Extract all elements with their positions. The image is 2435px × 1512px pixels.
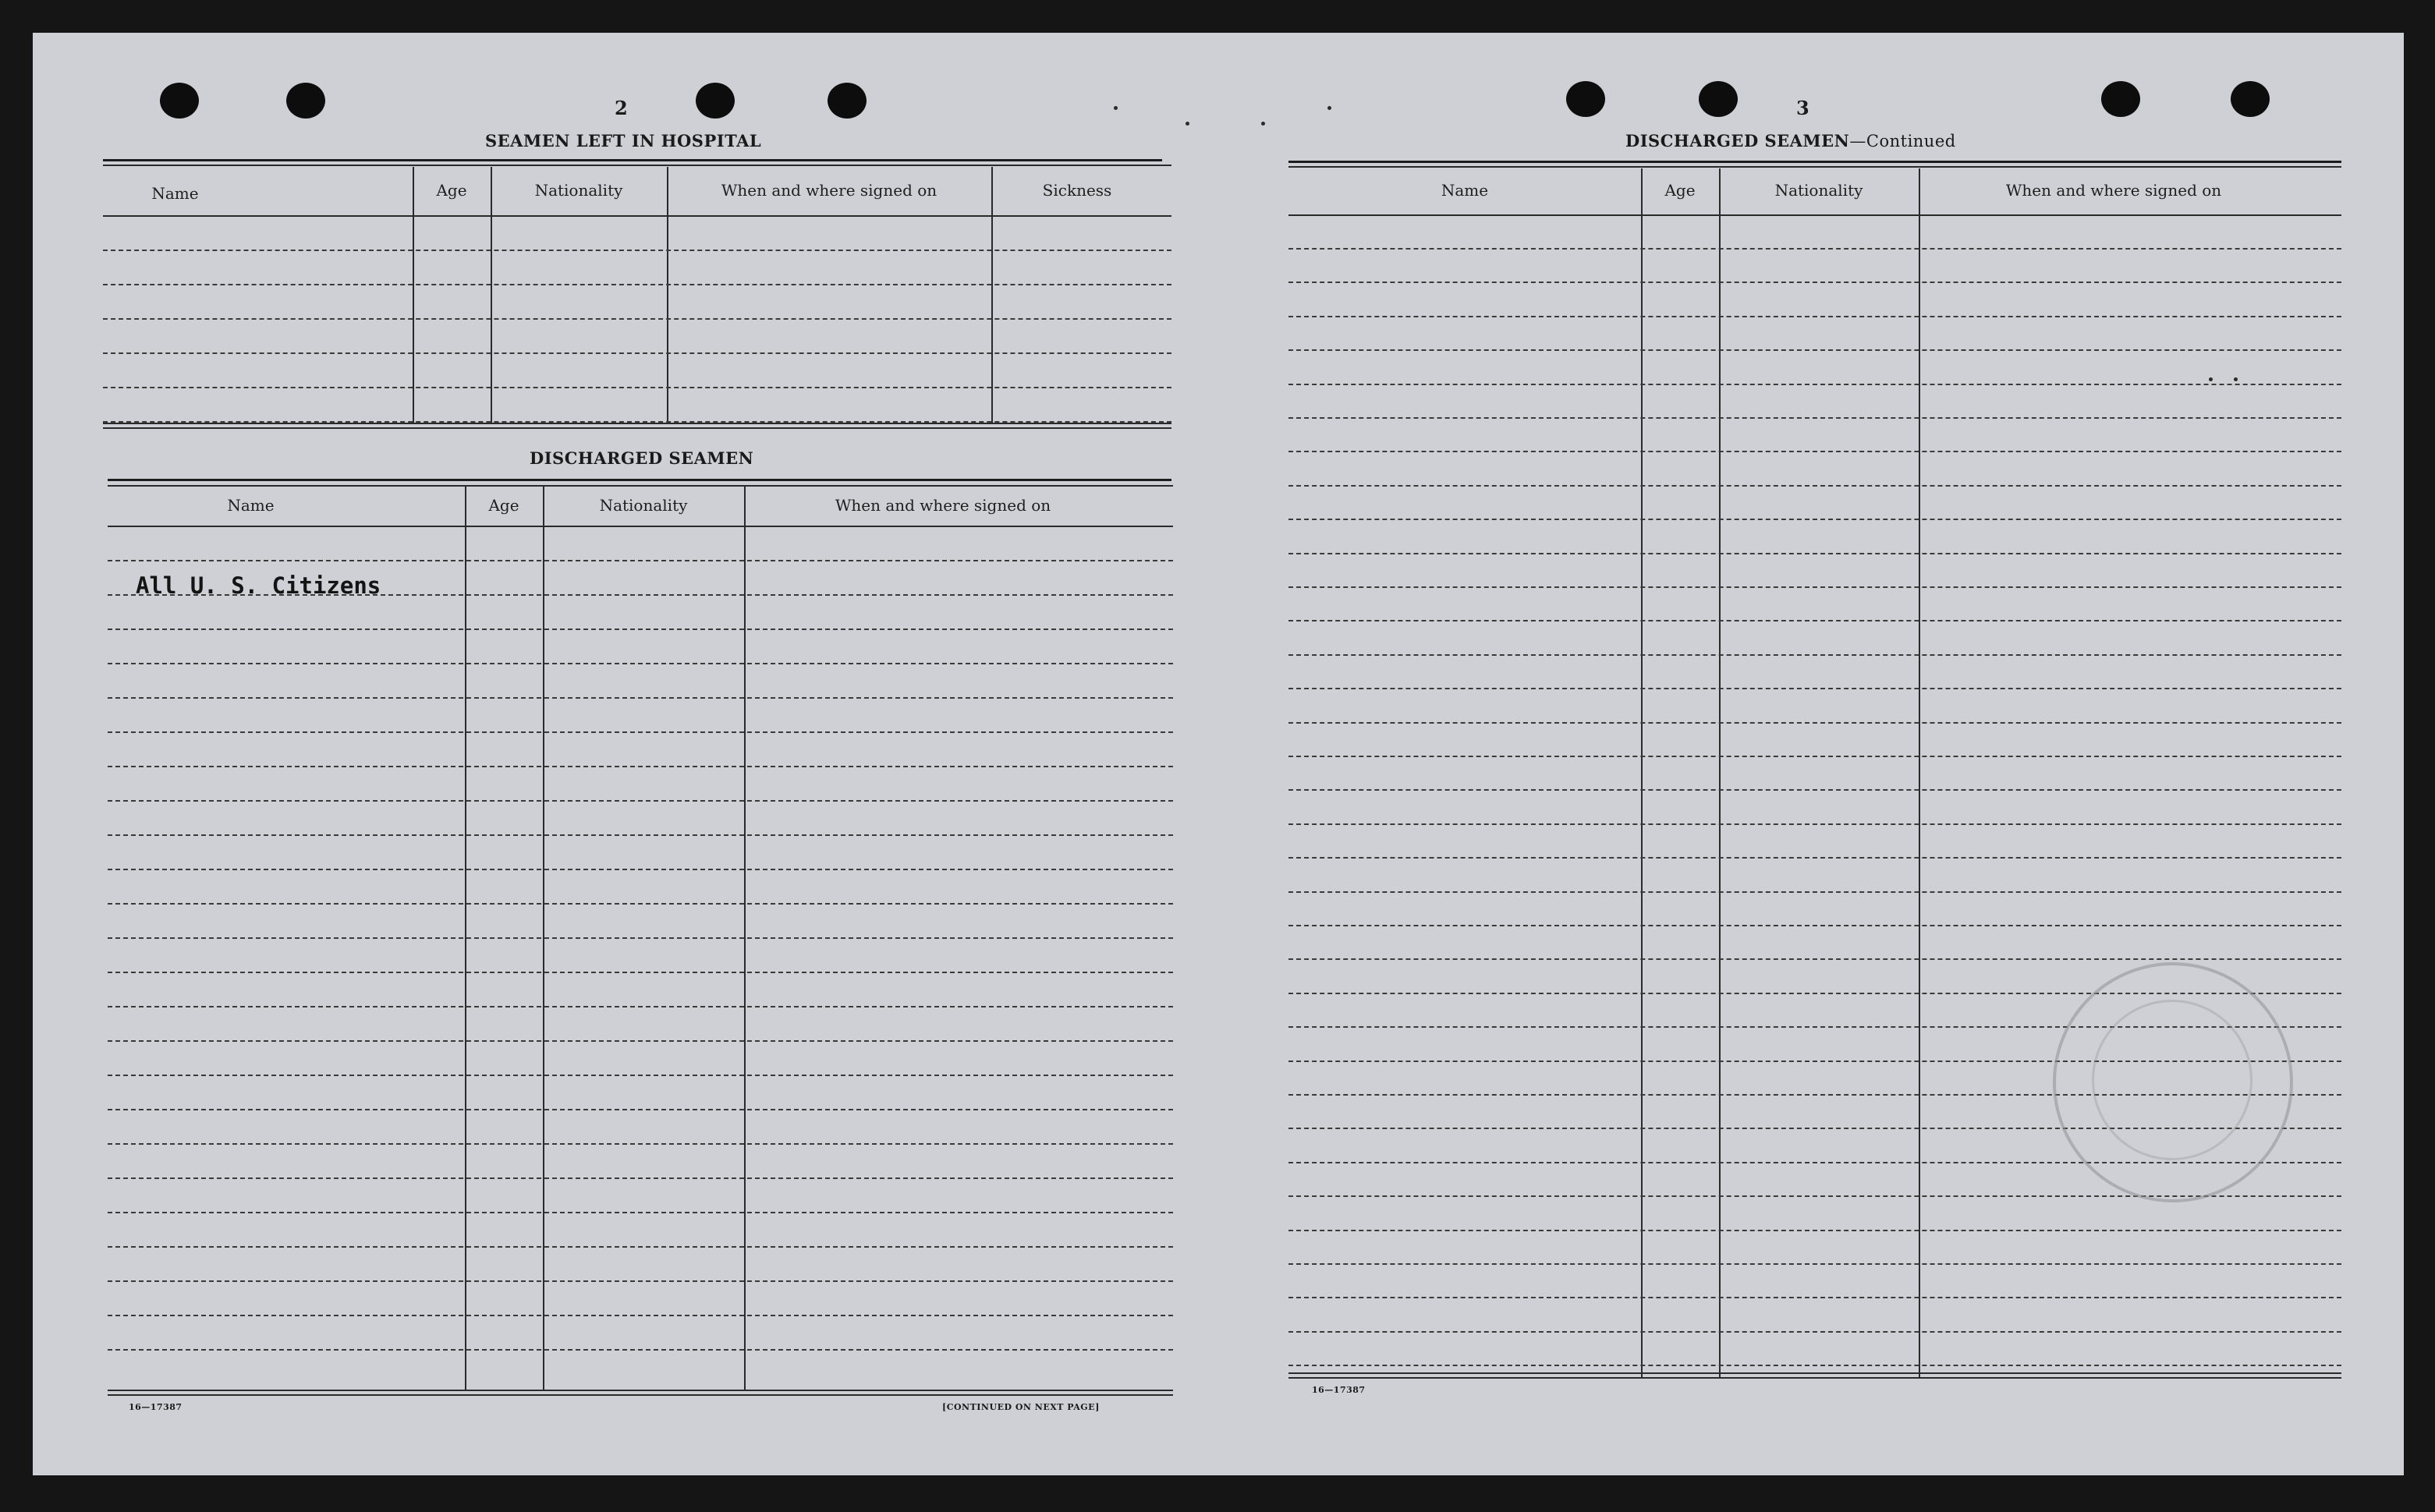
- header-rule: [103, 165, 1171, 166]
- document-sheet: [33, 33, 2404, 1475]
- row-rule: [108, 903, 1173, 905]
- table-bottom-rule: [1288, 1372, 2341, 1374]
- row-rule: [103, 387, 1171, 388]
- row-rule: [108, 1280, 1173, 1282]
- row-rule: [1288, 620, 2341, 621]
- column-divider: [413, 167, 414, 423]
- speck: [1327, 106, 1331, 110]
- row-rule: [1288, 316, 2341, 317]
- column-header-signed-on: When and where signed on: [835, 496, 1051, 515]
- column-header-signed-on: When and where signed on: [721, 181, 937, 200]
- row-rule: [1288, 586, 2341, 588]
- row-rule: [1288, 1331, 2341, 1333]
- column-divider: [491, 167, 492, 423]
- page-number: 2: [615, 97, 628, 119]
- row-rule: [108, 937, 1173, 939]
- row-rule: [1288, 688, 2341, 689]
- table-bottom-rule: [103, 423, 1171, 424]
- row-rule: [108, 1315, 1173, 1316]
- discharged-section-title: DISCHARGED SEAMEN: [530, 448, 754, 468]
- row-rule: [1288, 891, 2341, 893]
- speck: [1186, 122, 1189, 126]
- section-title-suffix: —Continued: [1849, 132, 1956, 150]
- row-rule: [108, 1177, 1173, 1179]
- form-number: 16—17387: [1312, 1385, 1366, 1395]
- punch-hole: [1566, 81, 1605, 117]
- row-rule: [108, 800, 1173, 802]
- column-header-name: Name: [1441, 181, 1489, 200]
- column-header-nationality: Nationality: [534, 181, 623, 200]
- row-rule: [108, 1006, 1173, 1007]
- column-divider: [667, 167, 668, 423]
- row-rule: [108, 1075, 1173, 1076]
- row-rule: [108, 766, 1173, 767]
- row-rule: [1288, 451, 2341, 452]
- row-rule: [108, 869, 1173, 870]
- speck: [2209, 377, 2213, 381]
- column-header-sickness: Sickness: [1042, 181, 1112, 200]
- faint-circular-stamp-inner: [2092, 1000, 2252, 1160]
- row-rule: [1288, 1263, 2341, 1265]
- row-rule: [108, 1212, 1173, 1213]
- row-rule: [108, 1246, 1173, 1248]
- punch-hole: [696, 83, 735, 119]
- punch-hole: [2231, 81, 2270, 117]
- header-bottom-rule: [103, 215, 1171, 217]
- row-rule: [1288, 958, 2341, 960]
- title-rule: [103, 159, 1162, 161]
- row-rule: [1288, 654, 2341, 656]
- row-rule: [1288, 519, 2341, 520]
- header-rule: [1288, 166, 2341, 168]
- punch-hole: [2101, 81, 2140, 117]
- punch-hole: [286, 83, 325, 119]
- row-rule: [1288, 282, 2341, 283]
- speck: [1261, 122, 1265, 126]
- row-rule: [108, 1040, 1173, 1042]
- row-rule: [108, 560, 1173, 561]
- row-rule: [1288, 417, 2341, 419]
- continued-note: [CONTINUED ON NEXT PAGE]: [942, 1402, 1100, 1412]
- row-rule: [103, 250, 1171, 251]
- row-rule: [108, 972, 1173, 973]
- header-rule: [108, 485, 1173, 487]
- row-rule: [108, 731, 1173, 733]
- row-rule: [1288, 1365, 2341, 1366]
- form-number: 16—17387: [129, 1402, 183, 1412]
- column-header-age: Age: [488, 496, 519, 515]
- row-rule: [1288, 248, 2341, 250]
- row-rule: [1288, 384, 2341, 385]
- row-rule: [108, 1109, 1173, 1110]
- row-rule: [1288, 756, 2341, 757]
- row-rule: [1288, 1230, 2341, 1231]
- column-header-name: Name: [151, 184, 199, 203]
- column-header-signed-on: When and where signed on: [2005, 181, 2222, 200]
- row-rule: [108, 1143, 1173, 1145]
- header-bottom-rule: [108, 526, 1173, 527]
- title-rule: [108, 479, 1171, 481]
- row-rule: [103, 352, 1171, 354]
- row-rule: [1288, 485, 2341, 487]
- column-header-nationality: Nationality: [599, 496, 688, 515]
- column-header-age: Age: [1664, 181, 1696, 200]
- column-header-name: Name: [227, 496, 275, 515]
- speck: [1114, 106, 1118, 110]
- hospital-section-title: SEAMEN LEFT IN HOSPITAL: [485, 131, 762, 150]
- row-rule: [1288, 789, 2341, 791]
- row-rule: [1288, 722, 2341, 724]
- row-rule: [108, 663, 1173, 664]
- title-rule: [1288, 161, 2341, 163]
- row-rule: [108, 697, 1173, 699]
- table-bottom-rule: [103, 427, 1171, 429]
- row-rule: [1288, 553, 2341, 554]
- column-header-nationality: Nationality: [1774, 181, 1863, 200]
- table-bottom-rule: [108, 1390, 1173, 1391]
- row-rule: [103, 284, 1171, 285]
- row-rule: [103, 318, 1171, 320]
- typed-entry: All U. S. Citizens: [136, 572, 381, 599]
- table-bottom-rule: [108, 1394, 1173, 1396]
- column-divider: [991, 167, 993, 423]
- row-rule: [108, 1349, 1173, 1351]
- punch-hole: [1699, 81, 1738, 117]
- table-bottom-rule: [1288, 1377, 2341, 1379]
- row-rule: [1288, 1297, 2341, 1298]
- punch-hole: [160, 83, 199, 119]
- column-header-age: Age: [436, 181, 467, 200]
- section-title: DISCHARGED SEAMEN: [1625, 131, 1850, 150]
- speck: [2234, 377, 2238, 381]
- row-rule: [1288, 823, 2341, 825]
- page-number: 3: [1796, 97, 1809, 119]
- row-rule: [108, 629, 1173, 630]
- punch-hole: [828, 83, 867, 119]
- discharged-continued-title: [1625, 131, 1956, 150]
- header-bottom-rule: [1288, 214, 2341, 216]
- row-rule: [1288, 925, 2341, 926]
- row-rule: [108, 834, 1173, 836]
- row-rule: [1288, 349, 2341, 351]
- row-rule: [1288, 857, 2341, 859]
